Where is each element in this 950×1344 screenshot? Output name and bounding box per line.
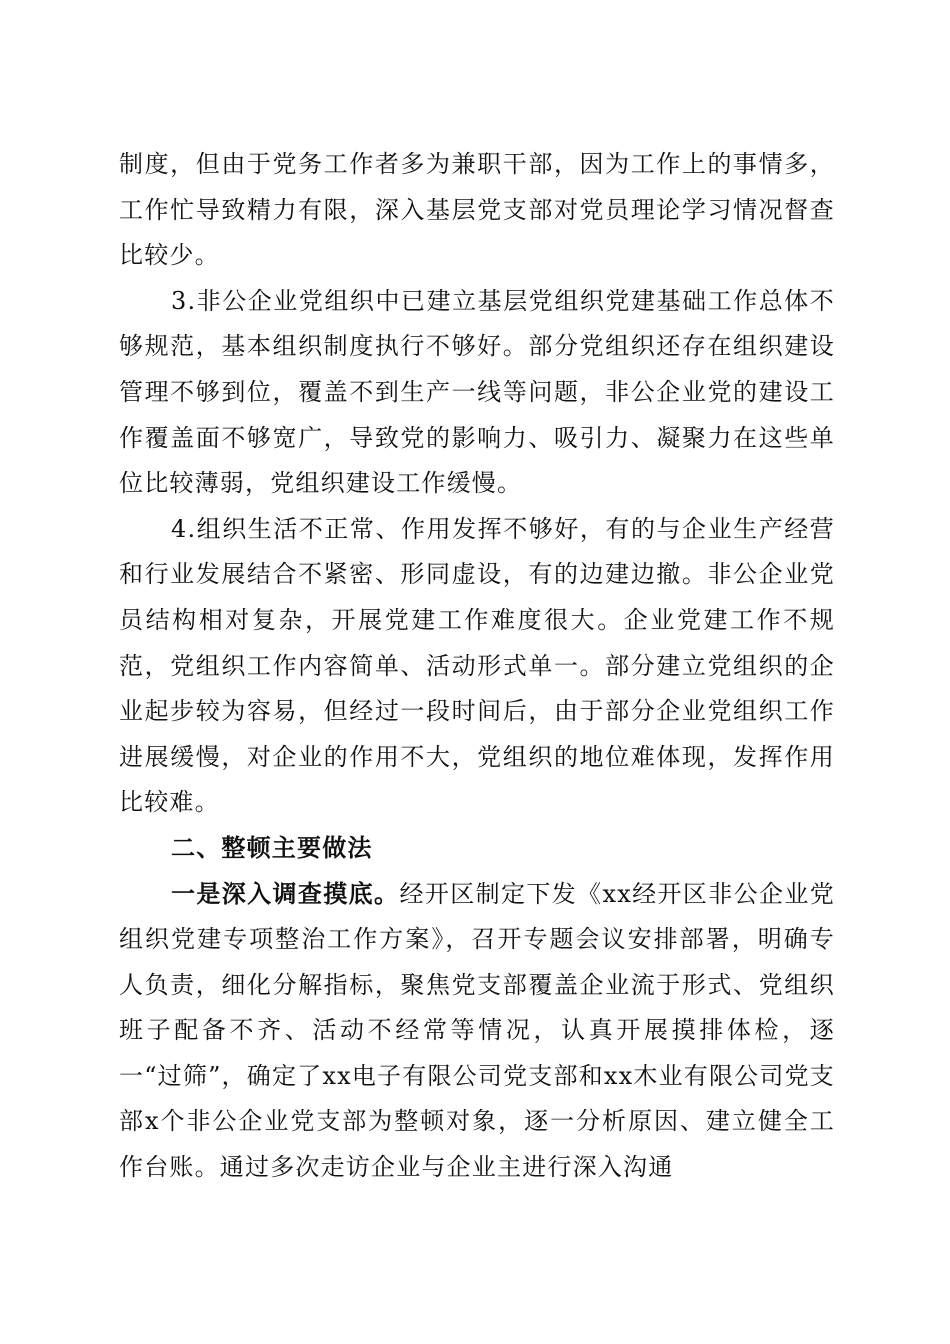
paragraph-continuation: 制度，但由于党务工作者多为兼职干部，因为工作上的事情多，工作忙导致精力有限，深入基层党支部对党员理论学习情况督查比较少。 — [119, 150, 835, 270]
paragraph-body: 经开区制定下发《xx经开区非公企业党组织党建专项整治工作方案》，召开专题会议安排部署，明确专人负责，细化分解指标，聚焦党支部覆盖企业流于形式、党组织班子配备不齐、活动不经常等情况，认真开展摸排体检，逐一“过筛”，确定了xx电子有限公司党支部和xx木业有限公司党支部x个非公企业党支部为整顿对象，逐一分析原因、建立健全工作台账。通过多次走访企业与企业主进行深入沟通 — [119, 879, 835, 1182]
paragraph-point-4: 4.组织生活不正常、作用发挥不够好，有的与企业生产经营和行业发展结合不紧密、形同虚设，有的边建边撤。非公企业党员结构相对复杂，开展党建工作难度很大。企业党建工作不规范，党组织工作内容简单、活动形式单一。部分建立党组织的企业起步较为容易，但经过一段时间后，由于部分企业党组织工作进展缓慢，对企业的作用不大，党组织的地位难体现，发挥作用比较难。 — [119, 514, 835, 817]
paragraph-lead: 一是深入调查摸底。 — [171, 879, 400, 908]
paragraph-point-3: 3.非公企业党组织中已建立基层党组织党建基础工作总体不够规范，基本组织制度执行不够好。部分党组织还存在组织建设管理不够到位，覆盖不到生产一线等问题，非公企业党的建设工作覆盖面不够宽广，导致党的影响力、吸引力、凝聚力在这些单位比较薄弱，党组织建设工作缓慢。 — [119, 286, 835, 498]
document-body — [119, 142, 835, 1191]
section-heading: 二、整顿主要做法 — [171, 833, 373, 862]
paragraph-first-measure — [119, 872, 835, 1191]
